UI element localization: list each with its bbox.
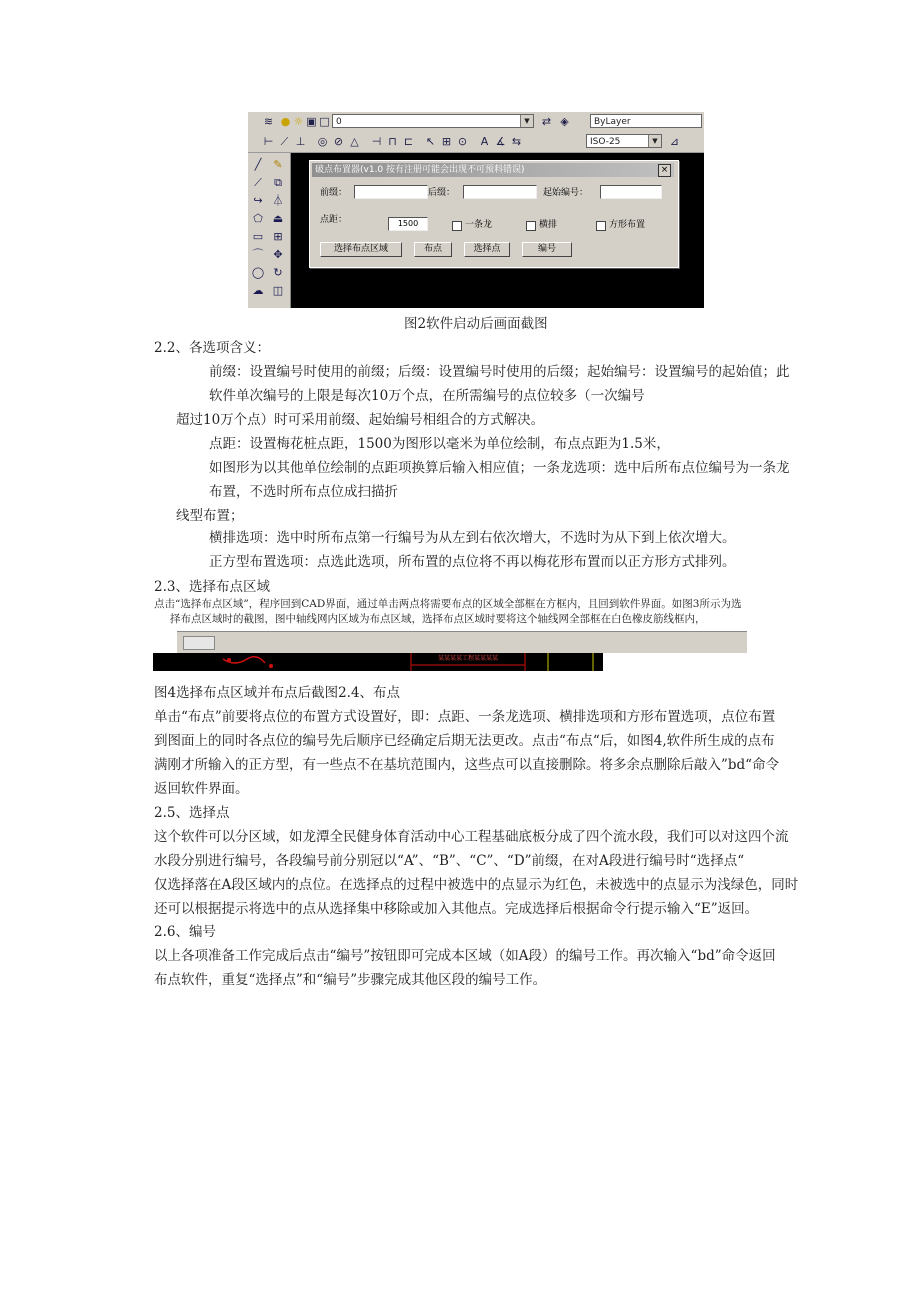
quick-dim-icon[interactable]: ⊣: [371, 135, 382, 148]
cad-right-panel: [603, 653, 747, 671]
paragraph-line: 以上各项准备工作完成后点击“编号”按钮即可完成本区域（如A段）的编号工作。再次输入“bd”命令返回: [154, 948, 776, 964]
cloud-icon[interactable]: ☁: [252, 284, 264, 297]
bulb-icon[interactable]: ●: [280, 115, 291, 128]
paragraph-line: 线型布置；: [176, 508, 244, 524]
section-2-5-heading: 2.5、选择点: [154, 805, 230, 821]
paragraph-line: 这个软件可以分区域，如龙潭全民健身体育活动中心工程基础底板分成了四个流水段，我们可以对这四个流: [154, 829, 789, 845]
line-icon[interactable]: ╱: [254, 158, 262, 171]
square-layout-label: 方形布置: [609, 220, 646, 230]
square-layout-checkbox[interactable]: [596, 221, 606, 231]
leader-icon[interactable]: ↖: [425, 135, 436, 148]
dimstyle-select[interactable]: [586, 134, 662, 148]
paragraph-line: 水段分别进行编号，各段编号前分别冠以“A”、“B”、“C”、“D”前缀，在对A段进行编号时“选择点“: [154, 853, 745, 869]
paragraph-line: 点击“选择布点区域”，程序回到CAD界面，通过单击两点将需要布点的区域全部框在方框内，且回到软件界面。如图3所示为选: [154, 598, 742, 610]
paragraph-line: 如图形为以其他单位绘制的点距项换算后输入相应值；一条龙选项：选中后所布点位编号为一条龙: [209, 460, 790, 476]
dim-text-edit-icon[interactable]: ∡: [495, 135, 506, 148]
move-icon[interactable]: ✥: [273, 248, 283, 261]
select-points-button[interactable]: 选择点: [464, 242, 510, 257]
polyline-icon[interactable]: ↪: [253, 194, 263, 207]
figure-2-screenshot: [248, 112, 704, 308]
linear-dim-icon[interactable]: ⊢: [263, 135, 274, 148]
ordinate-icon[interactable]: ⊥: [295, 135, 306, 148]
paragraph-line: 择布点区域时的截图，图中轴线网内区域为布点区域，选择布点区域时要将这个轴线网全部框在白色橡皮筋线框内，: [170, 613, 706, 625]
color-select[interactable]: [590, 114, 702, 128]
paragraph-line: 横排选项：选中时所布点第一行编号为从左到右依次增大，不选时为从下到上依次增大。: [209, 530, 736, 546]
paragraph-line: 到图面上的同时各点位的编号先后顺序已经确定后期无法更改。点击“布点“后，如图4,软件所生成的点布: [154, 733, 775, 749]
spacing-input[interactable]: 1500: [388, 217, 428, 231]
toolbar-button[interactable]: [183, 636, 215, 650]
figure-4-screenshot: [153, 631, 747, 671]
dim-edit-icon[interactable]: A: [480, 135, 489, 148]
suffix-input[interactable]: [463, 185, 537, 199]
point-layout-dialog: [309, 160, 679, 268]
prefix-label: 前缀：: [320, 188, 348, 198]
one-dragon-checkbox[interactable]: [452, 221, 462, 231]
paragraph-line: 还可以根据提示将选中的点从选择集中移除或加入其他点。完成选择后根据命令行提示输入“E”返回。: [154, 901, 759, 917]
paragraph-line: 满刚才所输入的正方型，有一些点不在基坑范围内，这些点可以直接删除。将多余点删除后敲入”bd“命令: [154, 757, 780, 773]
start-number-label: 起始编号：: [543, 188, 589, 198]
layer-toolbar: [248, 112, 704, 133]
close-icon[interactable]: ×: [658, 164, 671, 177]
section-2-3-heading: 2.3、选择布点区域: [154, 579, 270, 595]
paragraph-line: 单击“布点”前要将点位的布置方式设置好，即：点距、一条龙选项、横排选项和方形布置选项，点位布置: [154, 709, 776, 725]
one-dragon-label: 一条龙: [465, 220, 493, 230]
horizontal-label: 横排: [539, 220, 558, 230]
rectangle-icon[interactable]: ▭: [252, 230, 264, 243]
construction-line-icon[interactable]: ⟋: [254, 176, 262, 189]
draw-modify-toolbars: [248, 153, 291, 308]
horizontal-checkbox[interactable]: [526, 221, 536, 231]
section-2-2-heading: 2.2、各选项含义：: [154, 340, 270, 356]
circle-icon[interactable]: ◯: [251, 266, 265, 279]
tolerance-icon[interactable]: ⊞: [441, 135, 452, 148]
dimension-toolbar: [248, 132, 704, 153]
paragraph-line: 超过10万个点）时可采用前缀、起始编号相组合的方式解决。: [176, 412, 545, 428]
cad-canvas-strip: [153, 653, 603, 671]
layers-icon[interactable]: ≋: [263, 115, 274, 128]
polygon-icon[interactable]: ⬠: [253, 212, 263, 225]
prefix-input[interactable]: [354, 185, 428, 199]
spacing-label: 点距：: [320, 215, 348, 225]
paragraph-line: 点距：设置梅花桩点距，1500为图形以毫米为单位绘制，布点点距为1.5米，: [209, 436, 670, 452]
start-number-input[interactable]: [600, 185, 662, 199]
chevron-down-icon[interactable]: ▼: [520, 115, 533, 127]
chevron-down-icon[interactable]: ▼: [648, 135, 661, 147]
figure-2-caption: 图2软件启动后画面截图: [404, 316, 548, 332]
continue-icon[interactable]: ⊏: [403, 135, 414, 148]
suffix-label: 后缀：: [428, 188, 456, 198]
dimstyle-value: ISO-25: [590, 137, 621, 147]
dim-update-icon[interactable]: ⇆: [511, 135, 522, 148]
paragraph-line: 返回软件界面。: [154, 781, 249, 797]
paragraph-line: 布点软件，重复“选择点”和“编号”步骤完成其他区段的编号工作。: [154, 972, 547, 988]
angular-icon[interactable]: △: [350, 135, 359, 148]
figure-4-caption: 图4选择布点区域并布点后截图2.4、布点: [154, 685, 401, 701]
paragraph-line: 软件单次编号的上限是每次10万个点，在所需编号的点位较多（一次编号: [209, 388, 645, 404]
color-icon[interactable]: □: [319, 115, 330, 128]
aligned-dim-icon[interactable]: ⟋: [280, 135, 289, 148]
scale-icon[interactable]: ◫: [272, 284, 284, 297]
layer-value: 0: [336, 117, 342, 127]
sun-icon[interactable]: ☼: [293, 115, 304, 128]
layer-select[interactable]: [332, 114, 534, 128]
paragraph-line: 仅选择落在A段区域内的点位。在选择点的过程中被选中的点显示为红色，未被选中的点显示为浅绿色，同时: [154, 877, 799, 893]
place-points-button[interactable]: 布点: [414, 242, 452, 257]
copy-icon[interactable]: ⧉: [274, 176, 282, 189]
cad-toolbar-strip: [177, 631, 747, 654]
baseline-icon[interactable]: ⊓: [388, 135, 397, 148]
lock-icon[interactable]: ▣: [306, 115, 317, 128]
radius-icon[interactable]: ◎: [317, 135, 328, 148]
center-mark-icon[interactable]: ⊙: [457, 135, 468, 148]
array-icon[interactable]: ⊞: [273, 230, 283, 243]
red-layout-drawing: [153, 653, 603, 671]
dimstyle-icon[interactable]: ⊿: [669, 135, 680, 148]
select-region-button[interactable]: 选择布点区域: [320, 242, 402, 257]
paragraph-line: 正方型布置选项：点选此选项，所布置的点位将不再以梅花形布置而以正方形方式排列。: [209, 554, 736, 570]
offset-icon[interactable]: ⏏: [272, 212, 284, 225]
dialog-titlebar[interactable]: [312, 163, 674, 177]
paragraph-line: 前缀：设置编号时使用的前缀；后缀：设置编号时使用的后缀；起始编号：设置编号的起始值；此: [209, 364, 790, 380]
dialog-title: 破点布置器(v1.0 按有注册可能会出现不可预料错误): [315, 165, 525, 175]
mirror-icon[interactable]: ⏃: [272, 194, 284, 207]
arc-icon[interactable]: ⌒: [252, 248, 264, 261]
layer-prev-icon[interactable]: ⇄: [541, 115, 552, 128]
diameter-icon[interactable]: ⊘: [333, 135, 344, 148]
match-layer-icon[interactable]: ◈: [560, 115, 569, 128]
erase-icon[interactable]: ✎: [273, 158, 283, 171]
paragraph-line: 布置，不选时所布点位成扫描折: [209, 484, 398, 500]
rotate-icon[interactable]: ↻: [273, 266, 283, 279]
drawing-title-label: 某某某某工程某某某某: [438, 655, 499, 662]
bylayer-label: ByLayer: [594, 117, 631, 127]
section-2-6-heading: 2.6、编号: [154, 924, 216, 940]
number-button[interactable]: 编号: [522, 242, 572, 257]
